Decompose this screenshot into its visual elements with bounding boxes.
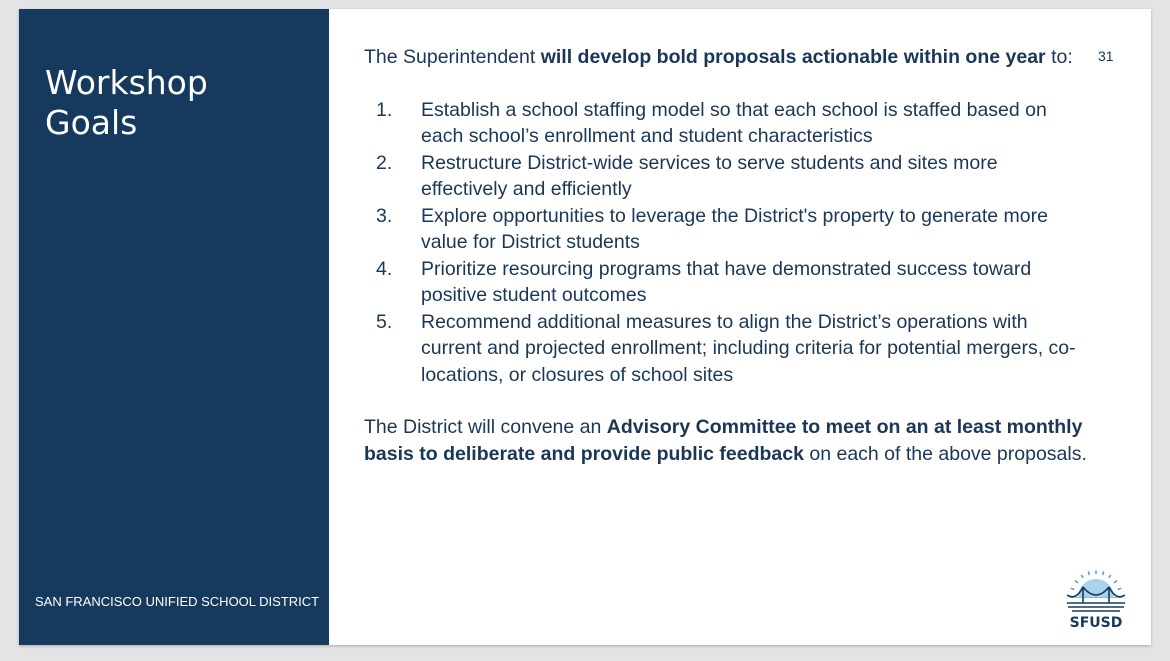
goal-item (364, 309, 1089, 389)
closing-emphasis: Advisory Committee to meet on an at least monthly basis to deliberate and provide public feedback (364, 416, 1083, 465)
district-name: SAN FRANCISCO UNIFIED SCHOOL DISTRICT (35, 594, 320, 609)
closing-prefix: The District will convene an (364, 416, 607, 438)
intro-suffix: to: (1045, 46, 1073, 68)
intro-prefix: The Superintendent (364, 46, 541, 68)
goal-item (364, 150, 1089, 203)
title-panel (19, 9, 329, 645)
goal-number: 2. (376, 151, 393, 174)
goal-number: 5. (376, 310, 393, 333)
page-number: 31 (1098, 48, 1114, 64)
closing-paragraph (364, 414, 1089, 467)
logo-text: SFUSD (1069, 615, 1123, 631)
slide (19, 9, 1151, 645)
goal-text: Prioritize resourcing programs that have demonstrated success toward positive student outcomes (421, 257, 1032, 306)
goal-number: 1. (376, 98, 393, 121)
goal-text: Recommend additional measures to align the District’s operations with current and projected enrollment; including criteria for potential mergers, co-locations, or closures of school sites (421, 310, 1076, 386)
goal-item (364, 203, 1089, 256)
goal-item (364, 256, 1089, 309)
sfusd-logo (1064, 567, 1128, 637)
slide-title: Workshop Goals (45, 63, 208, 142)
goal-text: Restructure District-wide services to serve students and sites more effectively and efficiently (421, 151, 998, 200)
goal-number: 3. (376, 204, 393, 227)
bridge-sunburst-icon (1064, 567, 1128, 615)
closing-suffix: on each of the above proposals. (803, 442, 1087, 465)
goals-list (364, 97, 1089, 389)
goal-item (364, 97, 1089, 150)
goal-text: Explore opportunities to leverage the District's property to generate more value for District students (421, 204, 1048, 253)
goal-number: 4. (376, 257, 393, 280)
slide-body (364, 44, 1089, 467)
intro-paragraph (364, 44, 1089, 71)
intro-emphasis: will develop bold proposals actionable within one year (540, 46, 1046, 68)
goal-text: Establish a school staffing model so that each school is staffed based on each school’s enrollment and student characteristics (421, 98, 1047, 147)
